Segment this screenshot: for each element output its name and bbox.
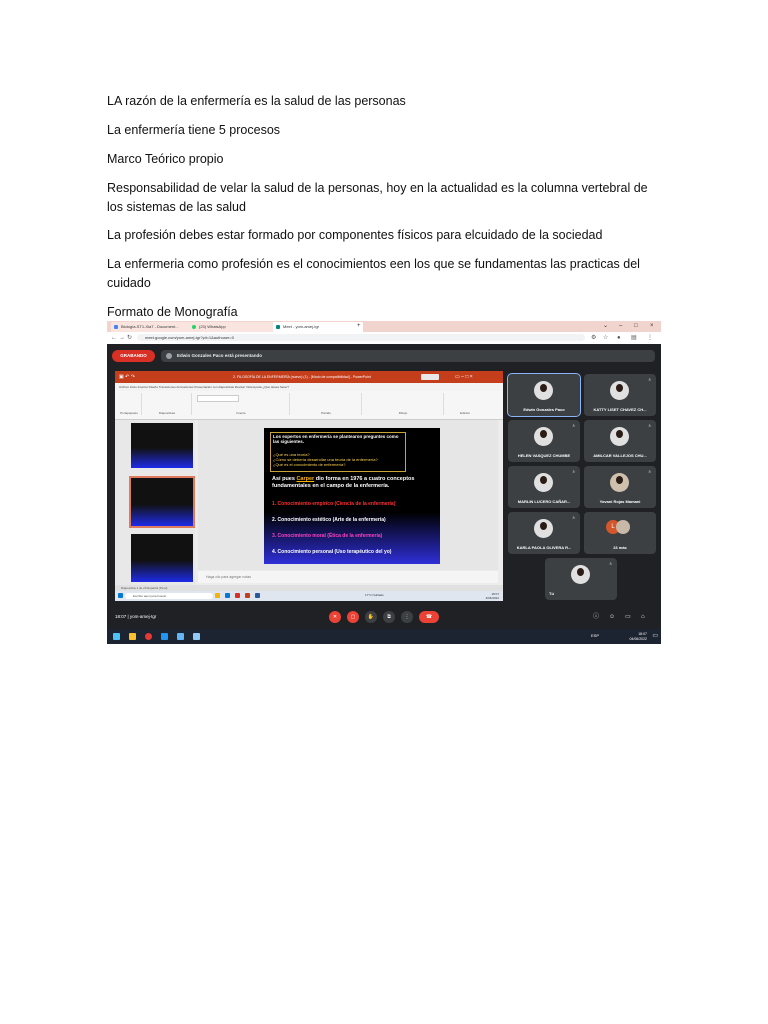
meeting-code: 18:07 | yom-amej-tgr (115, 614, 157, 619)
window-controls-icon[interactable]: ▭ – □ × (455, 374, 473, 380)
new-tab-icon[interactable]: + (357, 323, 361, 329)
ribbon-tabs[interactable]: Archivo Inicio Insertar Diseño Transiciones Animaciones Presentación con diapositivas Revisar Vista Ayuda ¿Qué desea hacer? (115, 383, 503, 391)
paragraph-2: La enfermería tiene 5 procesos (107, 123, 281, 137)
shared-taskbar (115, 591, 503, 601)
participant-tile[interactable]: ᐞ MARLIN LUCERO CAÑAR... (508, 466, 580, 508)
meet-screenshot (107, 321, 661, 644)
bookmark-icon[interactable]: ☆ (603, 335, 609, 341)
system-clock: 18:07 04/06/2022 (629, 632, 647, 641)
mic-off-icon: ᐞ (609, 562, 612, 568)
ribbon-group-slides[interactable]: Diapositivas (143, 393, 192, 415)
reading-list-icon[interactable]: ▤ (631, 335, 637, 341)
question-box (270, 432, 406, 472)
recording-badge: GRABANDO (112, 350, 155, 362)
explorer-icon (215, 593, 220, 598)
participant-tile[interactable]: ᐞ AMILCAR VALLEJOS CHU... (584, 420, 656, 462)
current-slide[interactable] (264, 428, 440, 564)
participant-tile[interactable]: ᐞ HELEN VASQUEZ CHUMBE (508, 420, 580, 462)
docs-icon (114, 325, 118, 329)
more-options-button[interactable]: ⋮ (401, 611, 413, 623)
ppt-status-bar: Diapositiva 1 de 20 Español (Perú) (115, 585, 503, 591)
participant-avatar (610, 381, 629, 400)
windows-icon (118, 593, 123, 598)
mic-off-icon: ᐞ (648, 470, 651, 476)
participant-avatar (616, 520, 630, 534)
paragraph-1: LA razón de la enfermería es la salud de las personas (107, 94, 406, 108)
present-button[interactable]: ⧉ (383, 611, 395, 623)
slide-item-3: 3. Conocimiento moral (Ética de la enfermería) (272, 533, 383, 539)
mic-button[interactable]: ✕ (329, 611, 341, 623)
tab-whatsapp[interactable]: (23) WhatsApp (189, 322, 279, 332)
ribbon-group-clipboard[interactable]: Portapapeles (117, 393, 142, 415)
participant-tile[interactable]: Edwin Gonzales Paco (508, 374, 580, 416)
activities-icon[interactable]: ⌂ (641, 614, 645, 620)
paragraph-7: Formato de Monografía (107, 305, 238, 319)
slide-question: ¿Cómo se debería desarrollar una teoría de la enfermería? (273, 457, 378, 462)
forward-icon[interactable]: → (119, 335, 125, 341)
slide-thumb[interactable] (131, 423, 193, 468)
meet-controls (107, 606, 661, 628)
tab-meet[interactable]: Meet - yom-amej-tgr (273, 322, 363, 332)
notification-icon[interactable]: ▭ (652, 633, 658, 639)
save-icon: ▣ ↶ ↷ (119, 374, 135, 380)
paragraph-6: La enfermeria como profesión es el conocimientos een los que se fundamentas las practicas del cuidado (107, 257, 640, 290)
paragraph-4: Responsabilidad de velar la salud de la personas, hoy en la actualidad es la columna vertebral de los sistemas de las salud (107, 181, 648, 214)
slide-thumbnails (115, 420, 195, 585)
browser-tab-bar (107, 321, 661, 332)
tab-docs[interactable]: Biología-ST1-Xia7 - Document... (111, 322, 195, 332)
word-icon (255, 593, 260, 598)
participant-avatar (534, 519, 553, 538)
paragraph-5: La profesión debes estar formado por componentes físicos para elcuidado de la sociedad (107, 228, 603, 242)
extensions-icon[interactable]: ⚙ (591, 335, 597, 341)
url-input[interactable]: meet.google.com/yom-amej-tgr?pli=1&authuser=0 (137, 334, 585, 341)
chrome-icon[interactable] (145, 633, 152, 640)
mic-off-icon: ᐞ (572, 516, 575, 522)
close-icon[interactable]: × (650, 323, 654, 329)
participant-avatar (534, 381, 553, 400)
ppt-title: 2. FILOSOFÍA DE LA ENFERMERÍA (nuevo) (1) - [Modo de compatibilidad] - PowerPoint (233, 375, 371, 379)
participant-avatar (534, 427, 553, 446)
ribbon-group-paragraph[interactable]: Párrafo (291, 393, 362, 415)
ribbon-group-drawing[interactable]: Dibujo (363, 393, 444, 415)
language-indicator: ESP (591, 633, 600, 638)
chevron-down-icon[interactable]: ⌄ (603, 323, 609, 329)
back-icon[interactable]: ← (111, 335, 117, 341)
slide-heading: Los expertos en enfermería se plantearon preguntes como las siguientes. (273, 434, 399, 444)
powerpoint-window (115, 371, 503, 601)
more-participants-tile[interactable]: L 23 más (584, 512, 656, 554)
ribbon-group-editing[interactable]: Edición (460, 411, 470, 415)
info-icon[interactable]: ⓘ (593, 614, 600, 620)
taskbar-weather: 17°C Nublado (365, 593, 384, 597)
menu-icon[interactable]: ⋮ (647, 335, 653, 341)
notes-pane[interactable]: Haga clic para agregar notas (198, 571, 498, 583)
participant-tile[interactable]: ᐞ KARLA PAOLA OLIVERA R... (508, 512, 580, 554)
maximize-icon[interactable]: □ (634, 323, 638, 329)
photos-icon[interactable] (177, 633, 184, 640)
meet-top-bar (107, 344, 661, 368)
windows-taskbar (107, 629, 661, 644)
slide-main-text: Así pues Carper dio forma en 1976 a cuatro conceptos fundamentales en el campo de la enfermería. (272, 476, 415, 489)
powerpoint-icon (245, 593, 250, 598)
signin-button[interactable] (421, 374, 439, 380)
slide-canvas (198, 420, 498, 570)
self-avatar (571, 565, 590, 584)
leave-call-button[interactable]: ☎ (419, 611, 439, 623)
slide-item-1: 1. Conocimiento empírico (Ciencia de la enfermería) (272, 501, 396, 507)
self-tile[interactable]: ᐞ Tú (545, 558, 617, 600)
mic-off-icon: ᐞ (648, 378, 651, 384)
ppt-ribbon (115, 383, 503, 420)
font-name-input[interactable] (197, 395, 239, 402)
ribbon-group-font[interactable]: Fuente (193, 393, 290, 415)
participant-initial: L (606, 520, 620, 534)
profile-icon[interactable]: ● (617, 335, 621, 341)
edge-icon (225, 593, 230, 598)
paragraph-3: Marco Teórico propio (107, 152, 224, 166)
mic-off-icon: ᐞ (572, 470, 575, 476)
slide-question: ¿Qué es el conocimiento de enfermería? (273, 462, 346, 467)
chrome-icon (235, 593, 240, 598)
store-icon[interactable] (161, 633, 168, 640)
participant-tile[interactable]: ᐞ Yovani Rojas Mamani (584, 466, 656, 508)
slide-thumb[interactable] (131, 534, 193, 582)
raise-hand-button[interactable]: ✋ (365, 611, 377, 623)
minimize-icon[interactable]: – (619, 323, 623, 329)
whatsapp-icon (192, 325, 196, 329)
mail-icon[interactable] (193, 633, 200, 640)
participant-avatar (610, 473, 629, 492)
slide-thumb-selected[interactable] (131, 478, 193, 526)
taskbar-clock: 18:07 4/06/2022 (485, 592, 499, 600)
participant-tile[interactable]: ᐞ KATTY LISET CHAVEZ CH... (584, 374, 656, 416)
presenter-avatar (166, 353, 172, 359)
participant-avatar (534, 473, 553, 492)
ppt-title-bar (115, 371, 503, 383)
taskbar-search: Escribe aquí para buscar (125, 593, 213, 599)
reload-icon[interactable]: ↻ (127, 335, 133, 341)
mic-off-icon: ᐞ (572, 424, 575, 430)
people-icon[interactable]: ☺ (609, 614, 616, 620)
meet-icon (276, 325, 280, 329)
presenting-banner: Edwin Gonzales Paco está presentando (161, 350, 655, 362)
chat-icon[interactable]: ▭ (625, 614, 631, 620)
windows-start-icon[interactable] (113, 633, 120, 640)
mic-off-icon: ᐞ (648, 424, 651, 430)
participant-avatar (610, 427, 629, 446)
camera-button[interactable]: ▢ (347, 611, 359, 623)
slide-item-4: 4. Conocimiento personal (Uso terapéutico del yo) (272, 549, 392, 555)
slide-item-2: 2. Conocimiento estético (Arte de la enfermería) (272, 517, 386, 523)
slide-question: ¿Qué es una teoría? (273, 452, 310, 457)
file-explorer-icon[interactable] (129, 633, 136, 640)
